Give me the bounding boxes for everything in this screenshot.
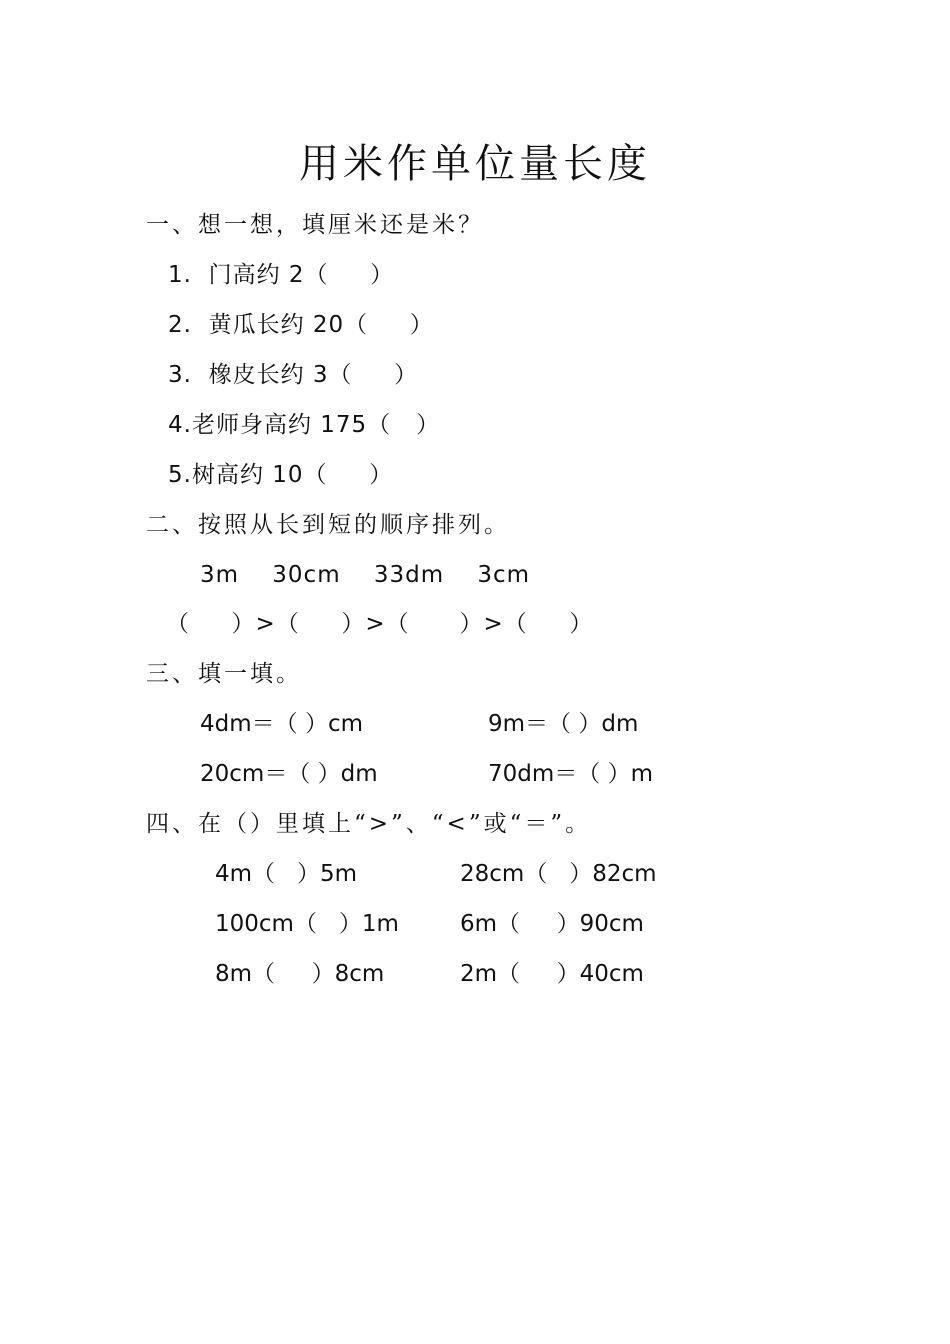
page-title: 用米作单位量长度 — [299, 141, 651, 187]
section-4-row-3-left: 8m（ ）8cm — [215, 961, 385, 987]
section-4-heading: 四、在（）里填上“>”、“<”或“＝”。 — [146, 811, 592, 837]
section-1-item-4: 4.老师身高约 175（ ） — [168, 412, 441, 438]
section-4-row-2-left: 100cm（ ）1m — [215, 911, 399, 937]
section-3-heading: 三、填一填。 — [146, 661, 302, 687]
section-2-blanks: （ ）>（ ）>（ ）>（ ） — [166, 611, 594, 637]
section-1-heading: 一、想一想，填厘米还是米？ — [146, 212, 484, 238]
section-4-row-1-right: 28cm（ ）82cm — [460, 861, 657, 887]
section-3-row-2-left: 20cm＝（ ）dm — [200, 761, 378, 787]
section-4-row-3-right: 2m（ ）40cm — [460, 961, 644, 987]
section-1-item-2: 2. 黄瓜长约 20（ ） — [168, 312, 434, 338]
section-2-values: 3m 30cm 33dm 3cm — [200, 562, 531, 588]
section-4-row-2-right: 6m（ ）90cm — [460, 911, 644, 937]
section-3-row-1-left: 4dm＝（ ）cm — [200, 711, 363, 737]
section-1-item-5: 5.树高约 10（ ） — [168, 462, 394, 488]
section-3-row-1-right: 9m＝（ ）dm — [488, 711, 639, 737]
section-3-row-2-right: 70dm＝（ ）m — [488, 761, 653, 787]
section-2-heading: 二、按照从长到短的顺序排列。 — [146, 512, 510, 538]
section-1-item-3: 3. 橡皮长约 3（ ） — [168, 362, 419, 388]
section-1-item-1: 1. 门高约 2（ ） — [168, 262, 395, 288]
section-4-row-1-left: 4m（ ）5m — [215, 861, 358, 887]
